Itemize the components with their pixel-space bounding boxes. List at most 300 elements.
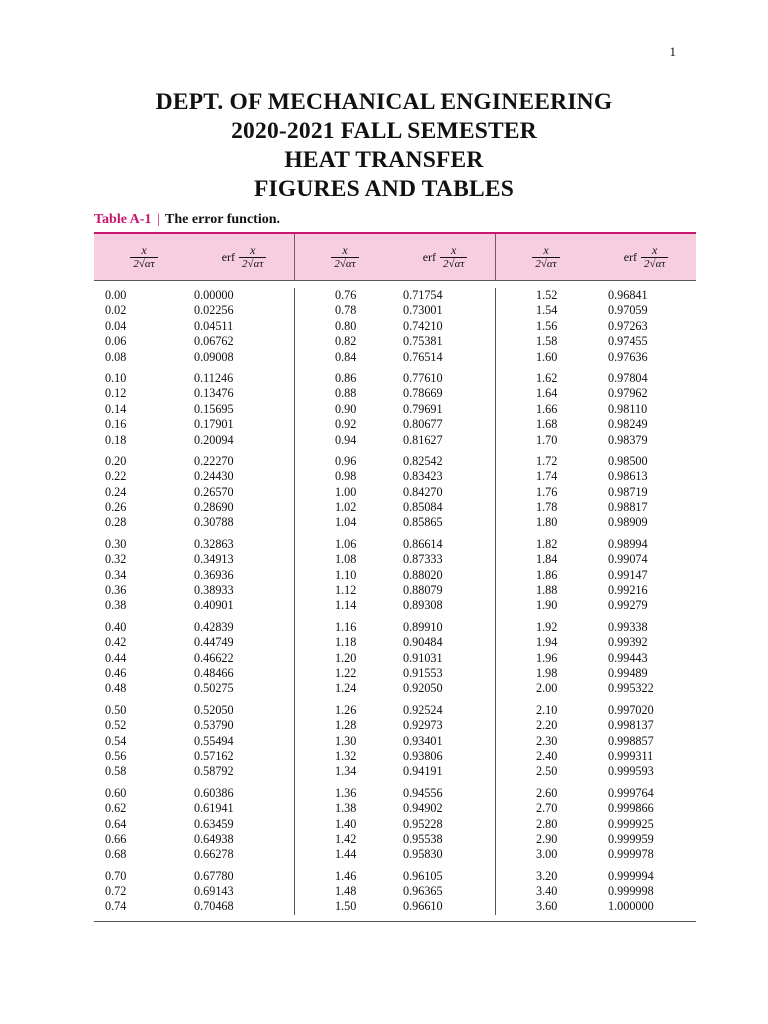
erf-value: 0.88020 [403,567,443,582]
table-row [94,734,294,749]
header-erf [395,234,495,280]
x-value: 0.68 [105,847,127,862]
x-value: 1.12 [335,583,357,598]
erf-value: 0.93401 [403,733,443,748]
erf-value: 0.67780 [194,868,234,883]
x-value: 1.88 [536,583,558,598]
table-row [295,620,495,635]
x-value: 0.12 [105,386,127,401]
title-line-subtitle: FIGURES AND TABLES [253,176,514,202]
erf-value: 0.44749 [194,635,234,650]
row-group [94,869,294,915]
erf-value: 0.96841 [608,288,648,302]
x-value: 0.96 [335,453,357,468]
x-value: 1.34 [335,764,357,779]
x-value: 0.26 [105,500,127,515]
table-row [295,786,495,801]
table-row [496,485,696,500]
erf-value: 0.88079 [403,583,443,598]
erf-value: 0.92524 [403,702,443,717]
erf-fraction [641,244,668,271]
table-row [496,869,696,884]
row-group [295,869,495,915]
table-row [295,552,495,567]
x-value: 2.20 [536,718,558,733]
table-row [94,552,294,567]
x-value: 1.66 [536,401,558,416]
table-row [94,651,294,666]
x-value: 0.80 [335,318,357,333]
table-row [295,734,495,749]
table-row [496,454,696,469]
table-row [496,899,696,914]
x-value: 2.30 [536,733,558,748]
x-value: 0.18 [105,432,127,447]
x-value: 0.74 [105,899,127,914]
erf-value: 0.57162 [194,748,234,763]
table-row [94,303,294,318]
erf-value: 0.71754 [403,288,443,302]
table-header [94,232,696,280]
x-value: 1.08 [335,552,357,567]
x-value: 1.00 [335,484,357,499]
erf-label: erf [623,249,638,264]
row-group [94,620,294,697]
erf-value: 0.998857 [608,733,654,748]
x-value: 0.24 [105,484,127,499]
x-value: 1.38 [335,801,357,816]
erf-value: 0.55494 [194,733,234,748]
erf-value: 0.96610 [403,899,443,914]
erf-value: 0.999311 [608,748,654,763]
erf-value: 0.95830 [403,847,443,862]
x-value: 0.52 [105,718,127,733]
erf-label: erf [422,249,437,264]
erf-value: 0.95228 [403,816,443,831]
table-row [295,583,495,598]
table-row [496,749,696,764]
erf-value: 0.74210 [403,318,443,333]
x-value: 0.02 [105,303,127,318]
fraction-denominator: 2√ατ [641,257,668,271]
table-row [295,847,495,862]
x-value: 3.00 [536,847,558,862]
erf-value: 0.98249 [608,417,648,432]
x-value: 1.98 [536,665,558,680]
table-row [94,288,294,303]
erf-value: 0.999978 [608,847,654,862]
x-value: 2.90 [536,831,558,846]
erf-fraction [239,244,266,271]
erf-value: 0.95538 [403,831,443,846]
table-row [496,515,696,530]
erf-value: 0.26570 [194,484,234,499]
table-row [295,749,495,764]
erf-value: 0.999925 [608,816,654,831]
x-value: 1.70 [536,432,558,447]
x-value: 1.48 [335,884,357,899]
row-group [496,703,696,780]
erf-value: 0.30788 [194,515,234,530]
erf-value: 0.04511 [194,318,234,333]
erf-value: 0.66278 [194,847,234,862]
x-value: 0.84 [335,349,357,364]
x-value: 1.30 [335,733,357,748]
table-row [496,402,696,417]
table-row [94,350,294,365]
table-row [295,568,495,583]
erf-value: 0.02256 [194,303,234,318]
table-row [94,433,294,448]
table-row [496,801,696,816]
x-value: 0.66 [105,831,127,846]
x-value: 0.70 [105,868,127,883]
table-row [295,469,495,484]
erf-value: 0.99443 [608,650,648,665]
erf-value: 0.36936 [194,567,234,582]
row-group [295,288,495,365]
erf-value: 0.94556 [403,785,443,800]
header-erf [194,234,294,280]
erf-value: 0.96365 [403,884,443,899]
erf-value: 0.99392 [608,635,648,650]
erf-value: 0.99279 [608,598,648,613]
row-group [496,288,696,365]
row-group [295,786,495,863]
row-group [496,620,696,697]
row-group [94,786,294,863]
erf-value: 0.92050 [403,681,443,696]
table-row [496,386,696,401]
x-value: 0.14 [105,401,127,416]
x-value: 1.18 [335,635,357,650]
erf-value: 0.99147 [608,567,648,582]
erf-value: 0.999998 [608,884,654,899]
x-value: 1.26 [335,702,357,717]
erf-value: 0.40901 [194,598,234,613]
table-row [496,537,696,552]
x-value: 0.32 [105,552,127,567]
table-row [496,433,696,448]
erf-value: 0.22270 [194,453,234,468]
erf-value: 0.98909 [608,515,648,530]
table-row [496,651,696,666]
x-fraction [130,244,157,271]
x-value: 0.56 [105,748,127,763]
row-group [94,288,294,365]
table-column-3 [495,288,696,915]
table-row [496,417,696,432]
erf-value: 0.20094 [194,432,234,447]
table-row [496,847,696,862]
table-row [496,718,696,733]
table-row [295,537,495,552]
table-row [94,568,294,583]
row-group [496,786,696,863]
table-row [295,635,495,650]
row-group [295,537,495,614]
erf-value: 0.93806 [403,748,443,763]
erf-value: 0.81627 [403,432,443,447]
erf-value: 0.97636 [608,349,648,364]
erf-value: 0.52050 [194,702,234,717]
table-row [295,598,495,613]
table-row [94,334,294,349]
header-column-group [294,234,495,280]
table-row [295,703,495,718]
x-value: 2.10 [536,702,558,717]
fraction-denominator: 2√ατ [130,257,157,271]
erf-value: 0.99338 [608,619,648,634]
table-row [94,485,294,500]
x-value: 1.04 [335,515,357,530]
table-row [496,552,696,567]
table-row [496,568,696,583]
erf-value: 0.76514 [403,349,443,364]
table-row [496,288,696,303]
table-caption-text: The error function. [165,212,280,227]
x-value: 1.36 [335,785,357,800]
table-row [94,847,294,862]
x-value: 1.02 [335,500,357,515]
x-value: 2.70 [536,801,558,816]
erf-value: 0.11246 [194,370,234,385]
table-row [295,681,495,696]
header-x [295,234,395,280]
x-value: 1.62 [536,370,558,385]
table-row [496,817,696,832]
table-row [94,469,294,484]
x-value: 1.78 [536,500,558,515]
erf-label: erf [221,249,236,264]
table-row [295,485,495,500]
erf-value: 0.58792 [194,764,234,779]
erf-value: 0.85865 [403,515,443,530]
x-value: 1.86 [536,567,558,582]
table-row [94,681,294,696]
table-row [94,718,294,733]
x-value: 0.76 [335,288,357,302]
x-value: 1.28 [335,718,357,733]
x-value: 1.74 [536,469,558,484]
table-row [295,764,495,779]
x-value: 0.36 [105,583,127,598]
erf-value: 0.94191 [403,764,443,779]
x-value: 1.52 [536,288,558,302]
x-value: 0.28 [105,515,127,530]
erf-value: 0.77610 [403,370,443,385]
x-value: 0.38 [105,598,127,613]
x-value: 0.34 [105,567,127,582]
x-fraction [532,244,559,271]
row-group [94,703,294,780]
erf-value: 0.00000 [194,288,234,302]
row-group [94,454,294,531]
erf-value: 0.50275 [194,681,234,696]
x-value: 1.24 [335,681,357,696]
erf-value: 0.999994 [608,868,654,883]
table-row [295,319,495,334]
x-value: 3.60 [536,899,558,914]
table-body [94,280,696,922]
table-row [295,350,495,365]
fraction-numerator: x [141,242,147,257]
erf-value: 0.24430 [194,469,234,484]
table-row [94,801,294,816]
erf-value: 0.17901 [194,417,234,432]
x-value: 0.20 [105,453,127,468]
x-value: 1.16 [335,619,357,634]
erf-value: 0.06762 [194,334,234,349]
table-row [295,801,495,816]
table-caption [94,212,280,228]
x-value: 0.54 [105,733,127,748]
x-value: 1.64 [536,386,558,401]
erf-value: 0.70468 [194,899,234,914]
table-row [94,319,294,334]
table-row [94,666,294,681]
x-value: 2.40 [536,748,558,763]
table-column-2 [294,288,495,915]
erf-value: 0.82542 [403,453,443,468]
erf-value: 1.000000 [608,899,654,914]
table-row [94,786,294,801]
x-value: 0.42 [105,635,127,650]
erf-value: 0.85084 [403,500,443,515]
table-row [295,386,495,401]
erf-value: 0.63459 [194,816,234,831]
x-value: 2.00 [536,681,558,696]
x-fraction [331,244,358,271]
erf-value: 0.34913 [194,552,234,567]
erf-value: 0.999593 [608,764,654,779]
row-group [94,371,294,448]
erf-value: 0.98500 [608,453,648,468]
header-erf [596,234,696,280]
table-row [94,749,294,764]
x-value: 1.40 [335,816,357,831]
table-row [496,666,696,681]
table-row [295,500,495,515]
row-group [295,371,495,448]
x-value: 0.82 [335,334,357,349]
x-value: 1.22 [335,665,357,680]
x-value: 1.32 [335,748,357,763]
table-row [94,764,294,779]
table-row [295,371,495,386]
fraction-numerator: x [543,242,549,257]
table-row [496,884,696,899]
table-row [295,666,495,681]
erf-value: 0.80677 [403,417,443,432]
row-group [295,620,495,697]
fraction-denominator: 2√ατ [440,257,467,271]
erf-value: 0.94902 [403,801,443,816]
erf-value: 0.78669 [403,386,443,401]
table-row [295,417,495,432]
table-row [295,515,495,530]
row-group [295,454,495,531]
x-value: 0.60 [105,785,127,800]
table-row [496,703,696,718]
title-line-department: DEPT. OF MECHANICAL ENGINEERING [155,89,613,115]
table-row [496,764,696,779]
table-row [94,454,294,469]
table-row [94,500,294,515]
x-value: 0.98 [335,469,357,484]
table-row [94,620,294,635]
erf-value: 0.83423 [403,469,443,484]
x-value: 0.04 [105,318,127,333]
title-line-course: HEAT TRANSFER [284,147,484,173]
erf-value: 0.28690 [194,500,234,515]
table-row [295,454,495,469]
table-row [496,469,696,484]
erf-value: 0.91553 [403,665,443,680]
erf-value: 0.92973 [403,718,443,733]
fraction-denominator: 2√ατ [239,257,266,271]
erf-value: 0.98994 [608,536,648,551]
erf-value: 0.69143 [194,884,234,899]
erf-value: 0.99074 [608,552,648,567]
x-value: 1.82 [536,536,558,551]
x-value: 1.46 [335,868,357,883]
x-value: 0.78 [335,303,357,318]
table-row [94,832,294,847]
x-value: 0.88 [335,386,357,401]
x-value: 3.20 [536,868,558,883]
row-group [496,454,696,531]
table-row [295,817,495,832]
fraction-numerator: x [249,242,256,257]
x-value: 1.84 [536,552,558,567]
table-row [94,371,294,386]
x-value: 1.76 [536,484,558,499]
x-value: 0.08 [105,349,127,364]
table-row [496,334,696,349]
erf-value: 0.15695 [194,401,234,416]
table-row [295,899,495,914]
x-value: 2.60 [536,785,558,800]
table-row [94,537,294,552]
table-column-1 [94,288,294,915]
x-value: 0.44 [105,650,127,665]
table-row [496,786,696,801]
table-row [496,620,696,635]
table-row [295,303,495,318]
erf-value: 0.997020 [608,702,654,717]
table-row [94,884,294,899]
table-row [94,703,294,718]
table-caption-tag: Table A-1 [94,212,152,227]
header-column-group [94,234,294,280]
x-value: 1.96 [536,650,558,665]
x-value: 0.62 [105,801,127,816]
erf-value: 0.86614 [403,536,443,551]
erf-value: 0.38933 [194,583,234,598]
table-row [94,583,294,598]
table-row [295,334,495,349]
x-value: 0.22 [105,469,127,484]
table-row [295,651,495,666]
header-column-group [495,234,696,280]
erf-value: 0.89308 [403,598,443,613]
erf-value: 0.53790 [194,718,234,733]
erf-value: 0.98817 [608,500,648,515]
erf-value: 0.97962 [608,386,648,401]
x-value: 0.06 [105,334,127,349]
erf-value: 0.73001 [403,303,443,318]
